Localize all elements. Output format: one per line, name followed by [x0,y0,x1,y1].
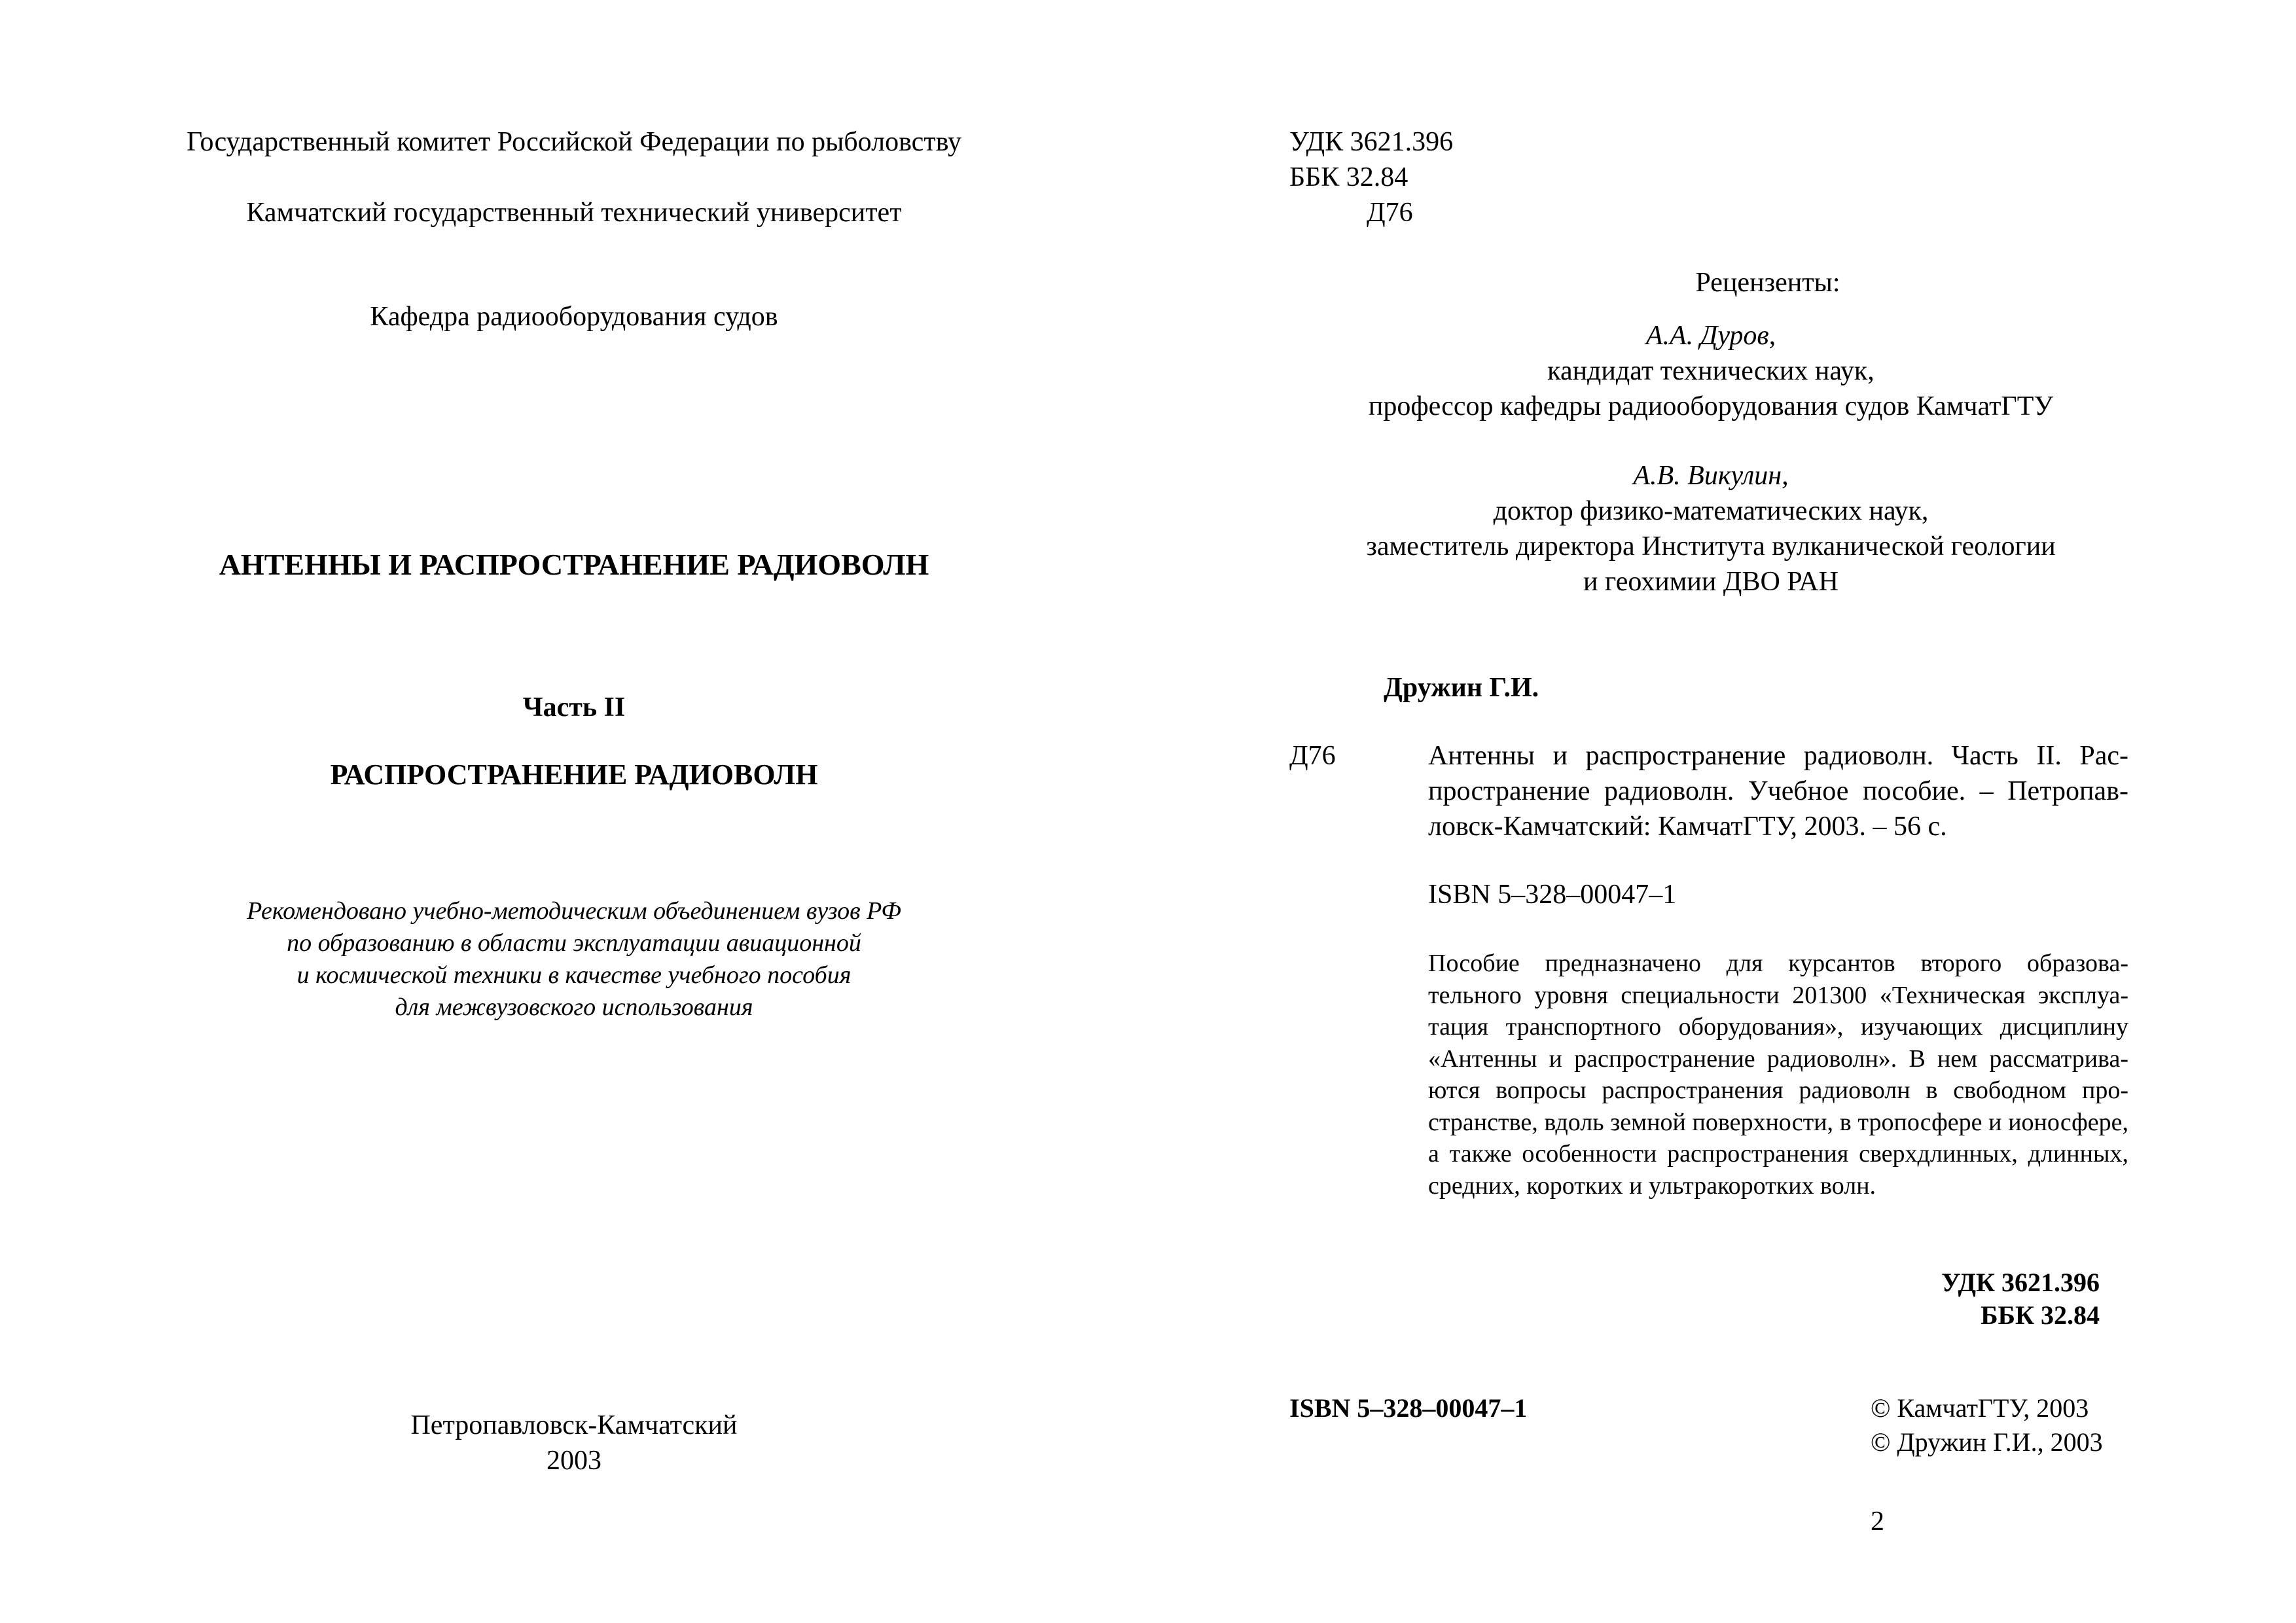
reviewer-1 [1305,318,2117,424]
bibliographic-description [1428,738,2128,844]
abstract-line: средних, коротких и ультракоротких волн. [1428,1171,1876,1200]
udk-code-top: УДК 3621.396 [1289,127,1454,157]
recommendation-line: и космической техники в качестве учебного пособия [296,961,852,989]
recommendation-line: по образованию в области эксплуатации авиационной [287,929,861,957]
committee-name: Государственный комитет Российской Федерации по рыболовству [186,127,962,157]
bbk-code-top: ББК 32.84 [1289,162,1408,192]
biblio-line: пространение радиоволн. Учебное пособие. – Петропав- [1428,776,2128,806]
reviewer-name: А.В. Викулин, [1633,461,1789,491]
author-name: Дружин Г.И. [1384,673,1539,703]
reviewer-degree: кандидат технических наук, [1547,356,1874,386]
part-label: Часть II [522,692,626,722]
copyright-author: © Дружин Г.И., 2003 [1871,1427,2103,1457]
publication-year: 2003 [547,1446,601,1476]
udk-code-bottom: УДК 3621.396 [1941,1268,2100,1297]
biblio-line: Антенны и распространение радиоволн. Часть II. Рас- [1428,741,2128,771]
reviewer-position: заместитель директора Института вулканической геологии [1366,531,2056,562]
reviewer-position: профессор кафедры радиооборудования судов КамчатГТУ [1368,391,2054,421]
abstract-line: а также особенности распространения сверхдлинных, длинных, [1428,1140,2128,1168]
bbk-code-bottom: ББК 32.84 [1981,1300,2100,1330]
author-code-top: Д76 [1367,198,1413,228]
publication-city: Петропавловск-Камчатский [410,1410,738,1440]
abstract-line: ются вопросы распространения радиоволн в свободном про- [1428,1077,2128,1104]
department-name: Кафедра радиооборудования судов [370,302,778,332]
reviewer-2 [1305,458,2117,599]
recommendation-line: Рекомендовано учебно-методическим объединением вузов РФ [247,897,901,925]
abstract [1428,948,2128,1202]
abstract-line: тация транспортного оборудования», изучающих дисциплину [1428,1013,2128,1041]
isbn: ISBN 5–328–00047–1 [1428,880,1677,910]
university-name: Камчатский государственный технический университет [246,198,902,228]
book-title: АНТЕННЫ И РАСПРОСТРАНЕНИЕ РАДИОВОЛН [219,548,929,581]
reviewer-degree: доктор физико-математических наук, [1493,496,1929,526]
abstract-line: Пособие предназначено для курсантов второго образова- [1428,950,2128,977]
biblio-line: ловск-Камчатский: КамчатГТУ, 2003. – 56 с. [1428,812,1947,842]
reviewers-heading: Рецензенты: [1695,268,1840,298]
abstract-line: «Антенны и распространение радиоволн». В нем рассматрива- [1428,1044,2128,1073]
reviewer-position: и геохимии ДВО РАН [1583,567,1839,597]
biblio-author-code: Д76 [1289,741,1336,771]
recommendation-block [65,895,1083,1024]
page-number: 2 [1871,1507,1884,1537]
book-subtitle: РАСПРОСТРАНЕНИЕ РАДИОВОЛН [330,758,818,791]
abstract-line: тельного уровня специальности 201300 «Техническая эксплуа- [1428,981,2128,1009]
right-page [1148,0,2296,1623]
abstract-line: странстве, вдоль земной поверхности, в тропосфере и ионосфере, [1428,1108,2128,1136]
reviewer-name: А.А. Дуров, [1645,321,1776,351]
isbn-bottom: ISBN 5–328–00047–1 [1289,1393,1528,1423]
recommendation-line: для межвузовского использования [395,993,753,1021]
copyright-university: © КамчатГТУ, 2003 [1871,1393,2089,1423]
